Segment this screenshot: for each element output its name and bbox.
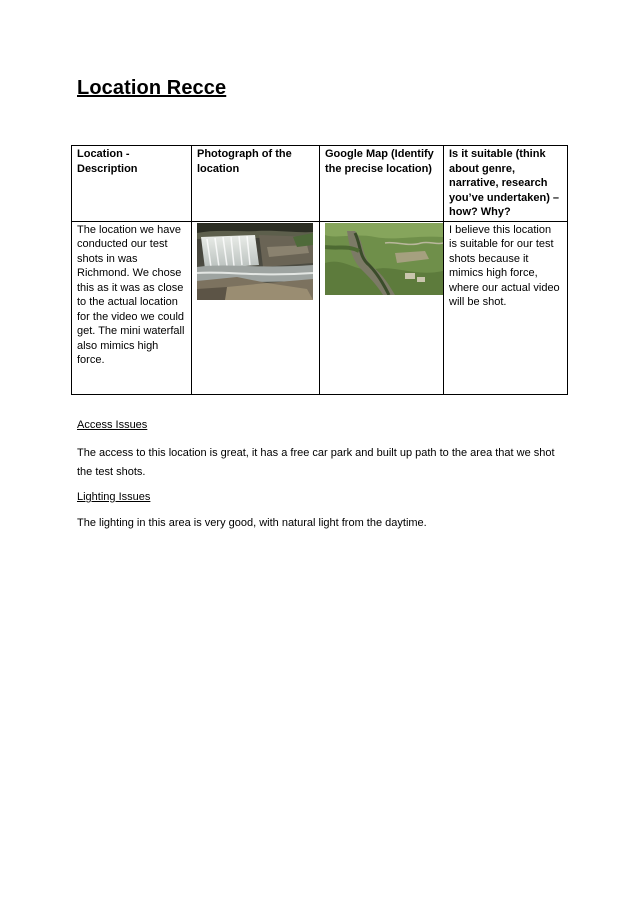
aerial-map: [325, 223, 443, 295]
lighting-issues-heading: Lighting Issues: [77, 491, 151, 503]
header-photograph: Photograph of the location: [192, 146, 320, 222]
waterfall-photo: [197, 223, 313, 300]
header-location-description: Location - Description: [72, 146, 192, 222]
header-google-map: Google Map (Identify the precise location): [320, 146, 444, 222]
table-row: [72, 221, 568, 394]
cell-suitability: I believe this location is suitable for our test shots because it mimics high force, where our actual video will be shot.: [444, 221, 568, 394]
lighting-issues-text: The lighting in this area is very good, with natural light from the daytime.: [77, 517, 427, 529]
access-issues-heading: Access Issues: [77, 419, 148, 431]
cell-photo: [192, 221, 320, 394]
access-issues-text: The access to this location is great, it has a free car park and built up path to the area that we shot the test shots.: [77, 447, 555, 478]
recce-table: [71, 145, 568, 395]
page-title: Location Recce: [77, 77, 227, 99]
cell-map: [320, 221, 444, 394]
header-suitability: Is it suitable (think about genre, narrative, research you’ve undertaken) – how? Why?: [444, 146, 568, 222]
table-header-row: [72, 146, 568, 222]
cell-description: The location we have conducted our test shots in was Richmond. We chose this as it was as close to the actual location for the video we could get. The mini waterfall also mimics high force.: [72, 221, 192, 394]
